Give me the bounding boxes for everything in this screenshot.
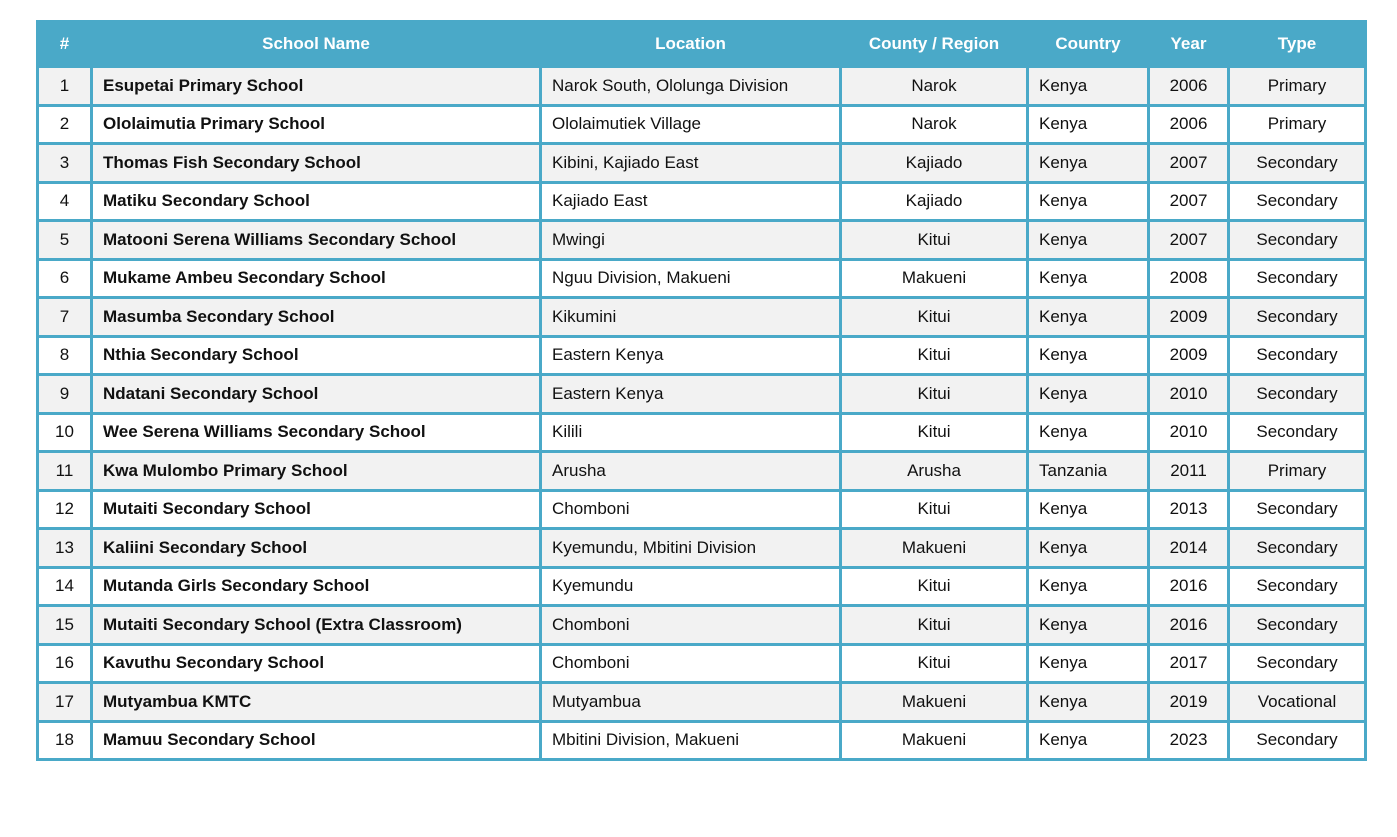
cell-location: Kilili: [541, 413, 841, 452]
cell-school-name: Mamuu Secondary School: [92, 721, 541, 760]
cell-county-region: Makueni: [841, 259, 1028, 298]
cell-county-region: Kitui: [841, 644, 1028, 683]
cell-location: Kajiado East: [541, 182, 841, 221]
cell-number: 18: [38, 721, 92, 760]
table-row: [38, 490, 1366, 529]
cell-year: 2007: [1149, 221, 1229, 260]
cell-location: Kyemundu: [541, 567, 841, 606]
cell-number: 15: [38, 606, 92, 645]
cell-location: Mutyambua: [541, 683, 841, 722]
cell-number: 10: [38, 413, 92, 452]
table-row: [38, 144, 1366, 183]
cell-year: 2017: [1149, 644, 1229, 683]
cell-location: Mwingi: [541, 221, 841, 260]
cell-county-region: Kitui: [841, 336, 1028, 375]
cell-type: Vocational: [1229, 683, 1366, 722]
cell-type: Secondary: [1229, 529, 1366, 568]
cell-year: 2023: [1149, 721, 1229, 760]
cell-county-region: Kitui: [841, 375, 1028, 414]
cell-number: 5: [38, 221, 92, 260]
cell-county-region: Makueni: [841, 529, 1028, 568]
cell-year: 2019: [1149, 683, 1229, 722]
cell-school-name: Nthia Secondary School: [92, 336, 541, 375]
header-country: Country: [1028, 22, 1149, 67]
cell-location: Narok South, Ololunga Division: [541, 67, 841, 106]
cell-number: 1: [38, 67, 92, 106]
cell-country: Kenya: [1028, 182, 1149, 221]
table-row: [38, 67, 1366, 106]
cell-type: Secondary: [1229, 606, 1366, 645]
cell-school-name: Mutyambua KMTC: [92, 683, 541, 722]
header-location: Location: [541, 22, 841, 67]
cell-type: Secondary: [1229, 298, 1366, 337]
cell-type: Secondary: [1229, 182, 1366, 221]
cell-school-name: Ndatani Secondary School: [92, 375, 541, 414]
cell-type: Secondary: [1229, 221, 1366, 260]
cell-county-region: Kitui: [841, 606, 1028, 645]
cell-county-region: Kajiado: [841, 182, 1028, 221]
cell-type: Secondary: [1229, 413, 1366, 452]
cell-country: Kenya: [1028, 259, 1149, 298]
cell-county-region: Makueni: [841, 683, 1028, 722]
table-row: [38, 644, 1366, 683]
cell-school-name: Ololaimutia Primary School: [92, 105, 541, 144]
cell-year: 2007: [1149, 182, 1229, 221]
cell-type: Secondary: [1229, 144, 1366, 183]
cell-location: Mbitini Division, Makueni: [541, 721, 841, 760]
table-row: [38, 567, 1366, 606]
cell-location: Nguu Division, Makueni: [541, 259, 841, 298]
cell-type: Secondary: [1229, 259, 1366, 298]
cell-type: Primary: [1229, 67, 1366, 106]
cell-county-region: Kitui: [841, 298, 1028, 337]
header-county-region: County / Region: [841, 22, 1028, 67]
cell-year: 2016: [1149, 567, 1229, 606]
cell-school-name: Thomas Fish Secondary School: [92, 144, 541, 183]
cell-number: 16: [38, 644, 92, 683]
cell-number: 12: [38, 490, 92, 529]
cell-county-region: Kitui: [841, 221, 1028, 260]
header-school-name: School Name: [92, 22, 541, 67]
cell-number: 8: [38, 336, 92, 375]
cell-school-name: Mutaiti Secondary School (Extra Classroom): [92, 606, 541, 645]
cell-country: Kenya: [1028, 490, 1149, 529]
cell-location: Kikumini: [541, 298, 841, 337]
table-header: [38, 22, 1366, 67]
cell-location: Chomboni: [541, 644, 841, 683]
cell-school-name: Kaliini Secondary School: [92, 529, 541, 568]
header-year: Year: [1149, 22, 1229, 67]
cell-county-region: Kitui: [841, 490, 1028, 529]
cell-location: Kyemundu, Mbitini Division: [541, 529, 841, 568]
table-row: [38, 721, 1366, 760]
cell-type: Primary: [1229, 105, 1366, 144]
cell-type: Secondary: [1229, 375, 1366, 414]
table-row: [38, 606, 1366, 645]
cell-number: 6: [38, 259, 92, 298]
cell-country: Kenya: [1028, 144, 1149, 183]
cell-county-region: Kajiado: [841, 144, 1028, 183]
cell-country: Kenya: [1028, 221, 1149, 260]
table-row: [38, 105, 1366, 144]
cell-school-name: Wee Serena Williams Secondary School: [92, 413, 541, 452]
cell-country: Kenya: [1028, 105, 1149, 144]
table-row: [38, 221, 1366, 260]
cell-year: 2010: [1149, 413, 1229, 452]
cell-school-name: Esupetai Primary School: [92, 67, 541, 106]
cell-country: Kenya: [1028, 529, 1149, 568]
cell-school-name: Mutanda Girls Secondary School: [92, 567, 541, 606]
cell-type: Secondary: [1229, 644, 1366, 683]
cell-school-name: Kavuthu Secondary School: [92, 644, 541, 683]
cell-year: 2007: [1149, 144, 1229, 183]
cell-school-name: Masumba Secondary School: [92, 298, 541, 337]
table-row: [38, 413, 1366, 452]
cell-year: 2016: [1149, 606, 1229, 645]
cell-school-name: Matooni Serena Williams Secondary School: [92, 221, 541, 260]
cell-type: Primary: [1229, 452, 1366, 491]
cell-location: Eastern Kenya: [541, 336, 841, 375]
header-number: #: [38, 22, 92, 67]
table-row: [38, 452, 1366, 491]
cell-country: Kenya: [1028, 606, 1149, 645]
table-row: [38, 298, 1366, 337]
cell-country: Kenya: [1028, 721, 1149, 760]
cell-location: Chomboni: [541, 606, 841, 645]
cell-county-region: Narok: [841, 105, 1028, 144]
cell-school-name: Mutaiti Secondary School: [92, 490, 541, 529]
cell-number: 9: [38, 375, 92, 414]
cell-country: Kenya: [1028, 375, 1149, 414]
cell-number: 17: [38, 683, 92, 722]
cell-location: Ololaimutiek Village: [541, 105, 841, 144]
cell-type: Secondary: [1229, 721, 1366, 760]
table-body: [38, 67, 1366, 760]
cell-year: 2006: [1149, 105, 1229, 144]
cell-year: 2008: [1149, 259, 1229, 298]
cell-county-region: Kitui: [841, 413, 1028, 452]
cell-country: Kenya: [1028, 644, 1149, 683]
table-row: [38, 683, 1366, 722]
cell-year: 2006: [1149, 67, 1229, 106]
cell-country: Tanzania: [1028, 452, 1149, 491]
cell-number: 4: [38, 182, 92, 221]
cell-number: 7: [38, 298, 92, 337]
cell-county-region: Kitui: [841, 567, 1028, 606]
cell-location: Eastern Kenya: [541, 375, 841, 414]
cell-location: Arusha: [541, 452, 841, 491]
cell-type: Secondary: [1229, 567, 1366, 606]
cell-year: 2011: [1149, 452, 1229, 491]
cell-number: 13: [38, 529, 92, 568]
schools-table-container: [36, 20, 1364, 761]
header-type: Type: [1229, 22, 1366, 67]
cell-year: 2009: [1149, 336, 1229, 375]
cell-country: Kenya: [1028, 567, 1149, 606]
cell-country: Kenya: [1028, 67, 1149, 106]
cell-county-region: Arusha: [841, 452, 1028, 491]
cell-number: 2: [38, 105, 92, 144]
cell-year: 2009: [1149, 298, 1229, 337]
cell-number: 11: [38, 452, 92, 491]
cell-year: 2013: [1149, 490, 1229, 529]
cell-country: Kenya: [1028, 336, 1149, 375]
cell-country: Kenya: [1028, 683, 1149, 722]
cell-number: 14: [38, 567, 92, 606]
cell-school-name: Kwa Mulombo Primary School: [92, 452, 541, 491]
cell-county-region: Makueni: [841, 721, 1028, 760]
cell-school-name: Mukame Ambeu Secondary School: [92, 259, 541, 298]
cell-year: 2010: [1149, 375, 1229, 414]
table-row: [38, 182, 1366, 221]
table-row: [38, 375, 1366, 414]
cell-type: Secondary: [1229, 490, 1366, 529]
header-row: [38, 22, 1366, 67]
table-row: [38, 259, 1366, 298]
table-row: [38, 336, 1366, 375]
cell-year: 2014: [1149, 529, 1229, 568]
cell-type: Secondary: [1229, 336, 1366, 375]
cell-location: Kibini, Kajiado East: [541, 144, 841, 183]
cell-country: Kenya: [1028, 413, 1149, 452]
cell-location: Chomboni: [541, 490, 841, 529]
cell-country: Kenya: [1028, 298, 1149, 337]
schools-table: [36, 20, 1367, 761]
cell-number: 3: [38, 144, 92, 183]
table-row: [38, 529, 1366, 568]
cell-county-region: Narok: [841, 67, 1028, 106]
cell-school-name: Matiku Secondary School: [92, 182, 541, 221]
